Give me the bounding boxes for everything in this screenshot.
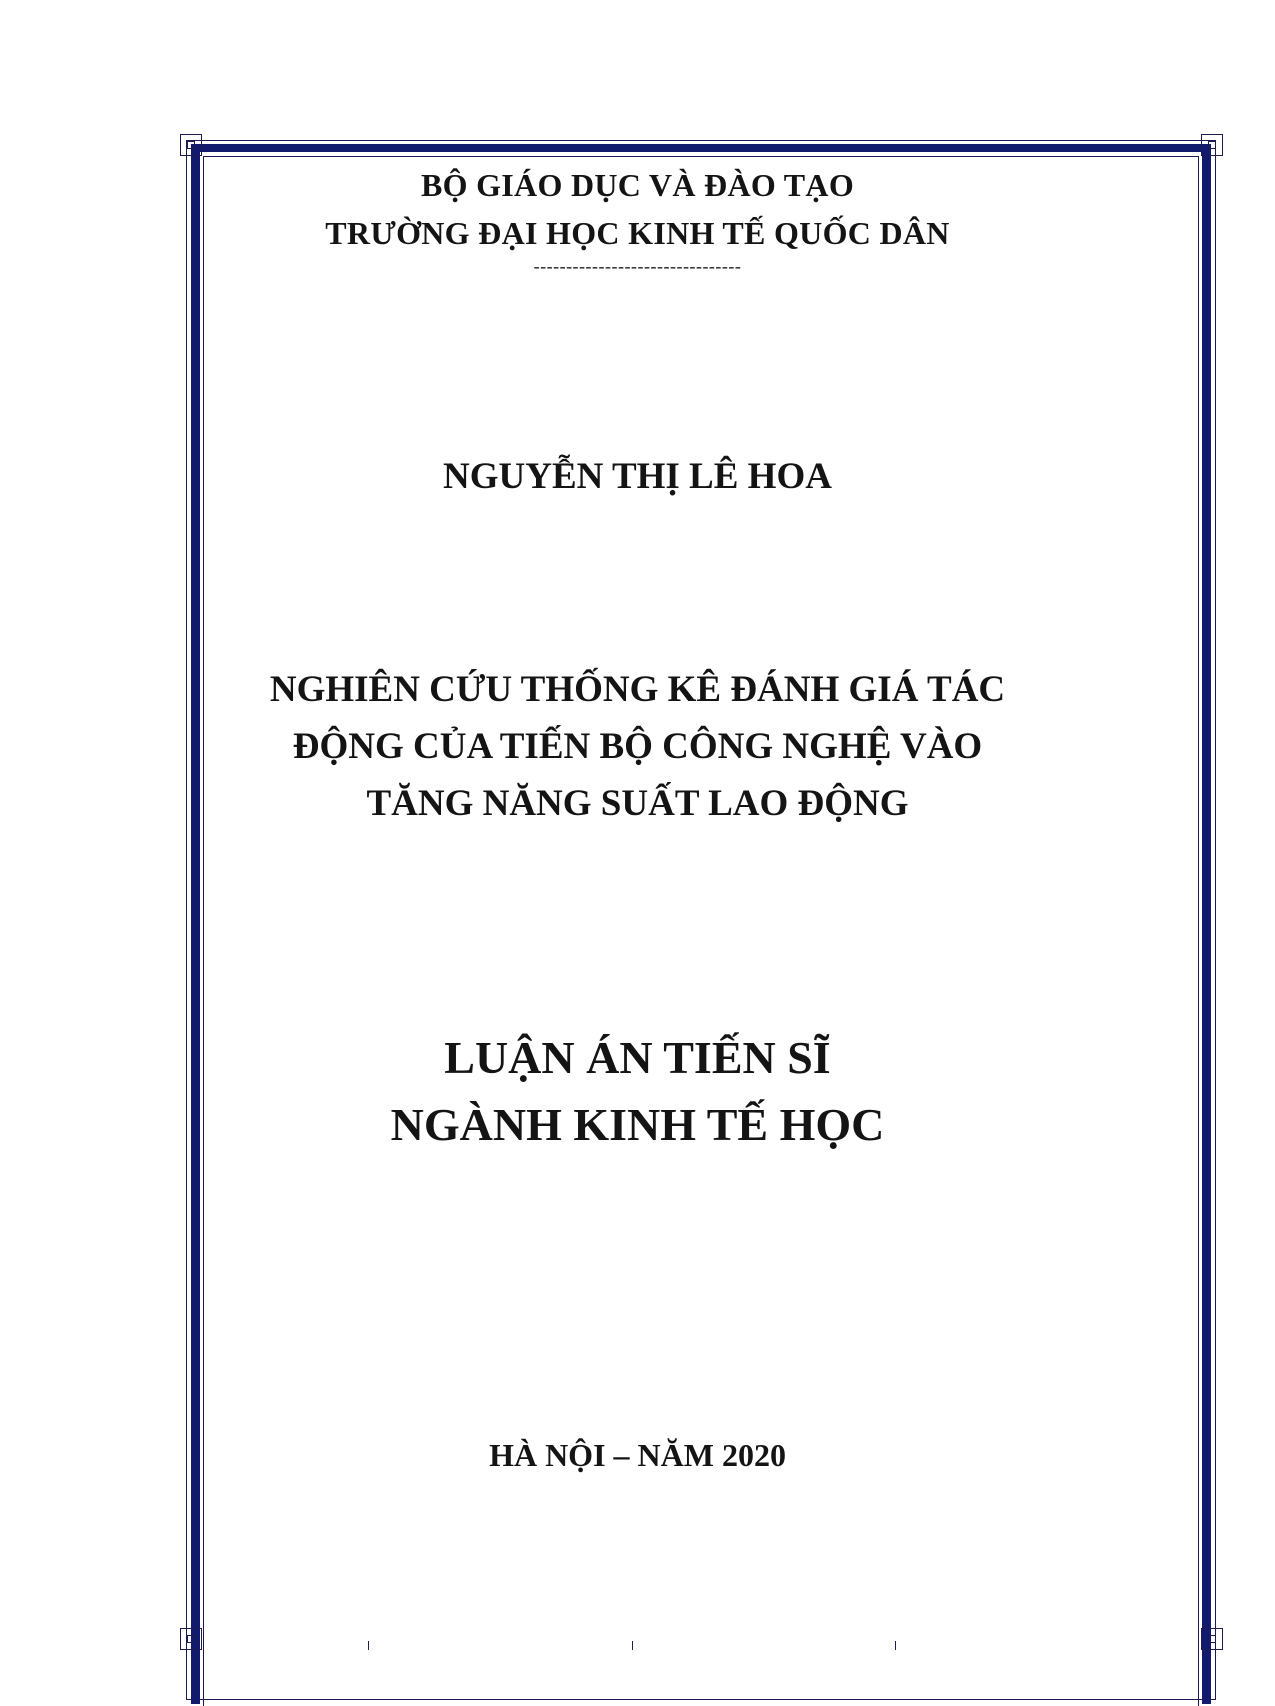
- header-separator: --------------------------------: [533, 256, 742, 276]
- university-name: TRƯỜNG ĐẠI HỌC KINH TẾ QUỐC DÂN: [325, 215, 950, 251]
- ministry-name: BỘ GIÁO DỤC VÀ ĐÀO TẠO: [420, 167, 855, 203]
- border-corner-ornament: [1201, 1628, 1223, 1650]
- place-and-year: HÀ NỘI – NĂM 2020: [489, 1437, 786, 1473]
- degree-major: NGÀNH KINH TẾ HỌC: [390, 1099, 885, 1150]
- thesis-title-line: ĐỘNG CỦA TIẾN BỘ CÔNG NGHỆ VÀO: [292, 726, 983, 767]
- border-tick: [632, 1641, 633, 1650]
- border-tick: [368, 1641, 369, 1650]
- border-corner-ornament: [180, 1628, 202, 1650]
- border-corner-ornament: [180, 134, 202, 156]
- border-corner-ornament: [1201, 134, 1223, 156]
- author-name: NGUYỄN THỊ LÊ HOA: [443, 456, 832, 497]
- thesis-title-line: NGHIÊN CỨU THỐNG KÊ ĐÁNH GIÁ TÁC: [269, 669, 1006, 710]
- border-tick: [895, 1641, 896, 1650]
- thesis-title-line: TĂNG NĂNG SUẤT LAO ĐỘNG: [366, 783, 909, 824]
- degree-type: LUẬN ÁN TIẾN SĨ: [444, 1032, 831, 1083]
